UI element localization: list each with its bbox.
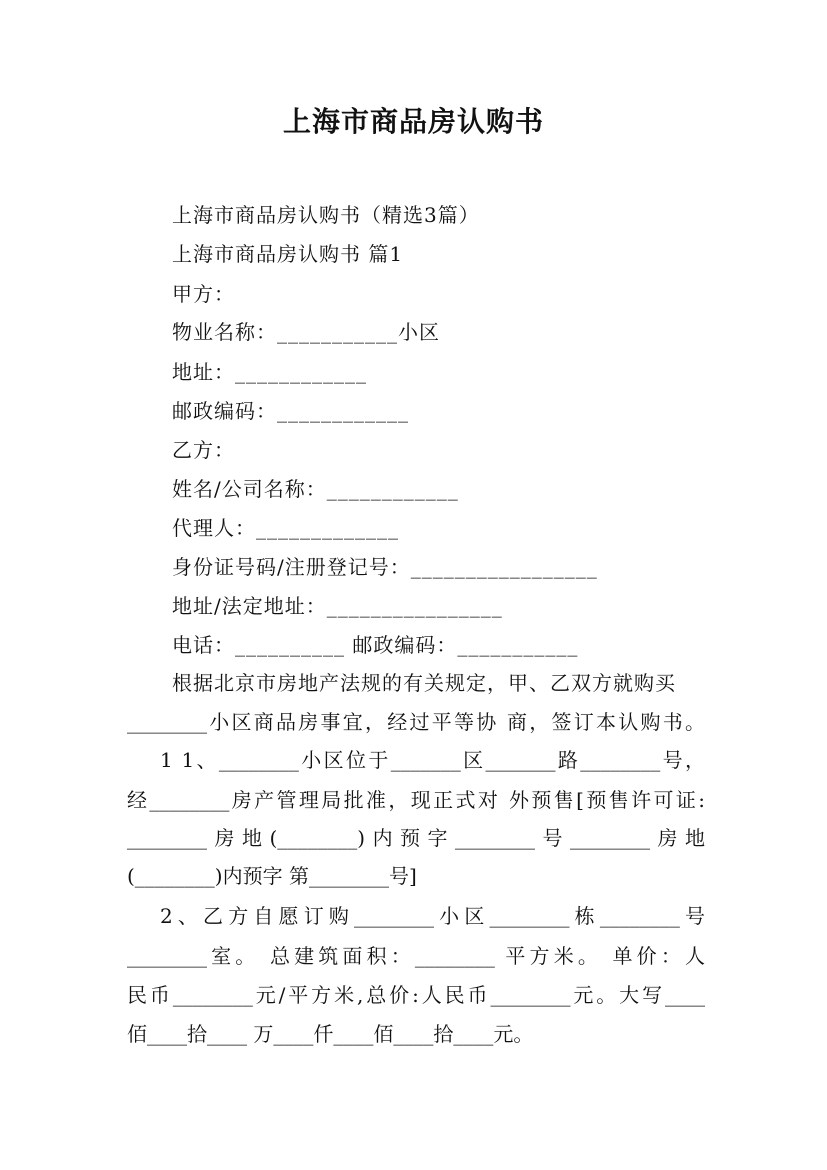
party-a-label: 甲方： — [172, 282, 235, 306]
clause-line: 经________房产管理局批准，现正式对 外预售[预售许可证: — [127, 788, 705, 812]
clause-line: (________)内预字 第________号] — [127, 864, 417, 888]
paragraph-line: ________小区商品房事宜，经过平等协 商，签订本认购书。 — [127, 710, 705, 734]
postal-code-field: 邮政编码：____________ — [172, 399, 409, 423]
clause-line: 1 1、________小区位于_______区_______路________号， — [160, 748, 705, 772]
clause-line: 佰____拾____ 万____仟____佰____拾____元。 — [127, 1022, 534, 1046]
agent-field: 代理人：_____________ — [172, 516, 399, 540]
clause-line: ________房地(________)内预字________号________房地 — [127, 826, 705, 850]
section-heading: 上海市商品房认购书 篇1 — [172, 242, 404, 266]
clause-line: 2、乙方自愿订购________小区________栋________号 — [160, 904, 705, 928]
clause-line: ________室。 总建筑面积：________ 平方米。 单价：人 — [127, 944, 705, 968]
id-number-field: 身份证号码/注册登记号：_________________ — [172, 555, 598, 579]
name-company-field: 姓名/公司名称：____________ — [172, 477, 459, 501]
clause-line: 民币________元/平方米,总价:人民币________元。大写____ — [127, 983, 705, 1007]
property-name-field: 物业名称：___________小区 — [172, 320, 440, 344]
paragraph-line: 根据北京市房地产法规的有关规定，甲、乙双方就购买 — [172, 671, 676, 695]
phone-postal-field: 电话：__________ 邮政编码：___________ — [172, 633, 579, 657]
subtitle-line: 上海市商品房认购书（精选3篇） — [172, 203, 480, 227]
document-title: 上海市商品房认购书 — [282, 105, 544, 138]
address-field: 地址：____________ — [172, 360, 367, 384]
party-b-label: 乙方： — [172, 438, 235, 462]
legal-address-field: 地址/法定地址：________________ — [172, 594, 503, 618]
